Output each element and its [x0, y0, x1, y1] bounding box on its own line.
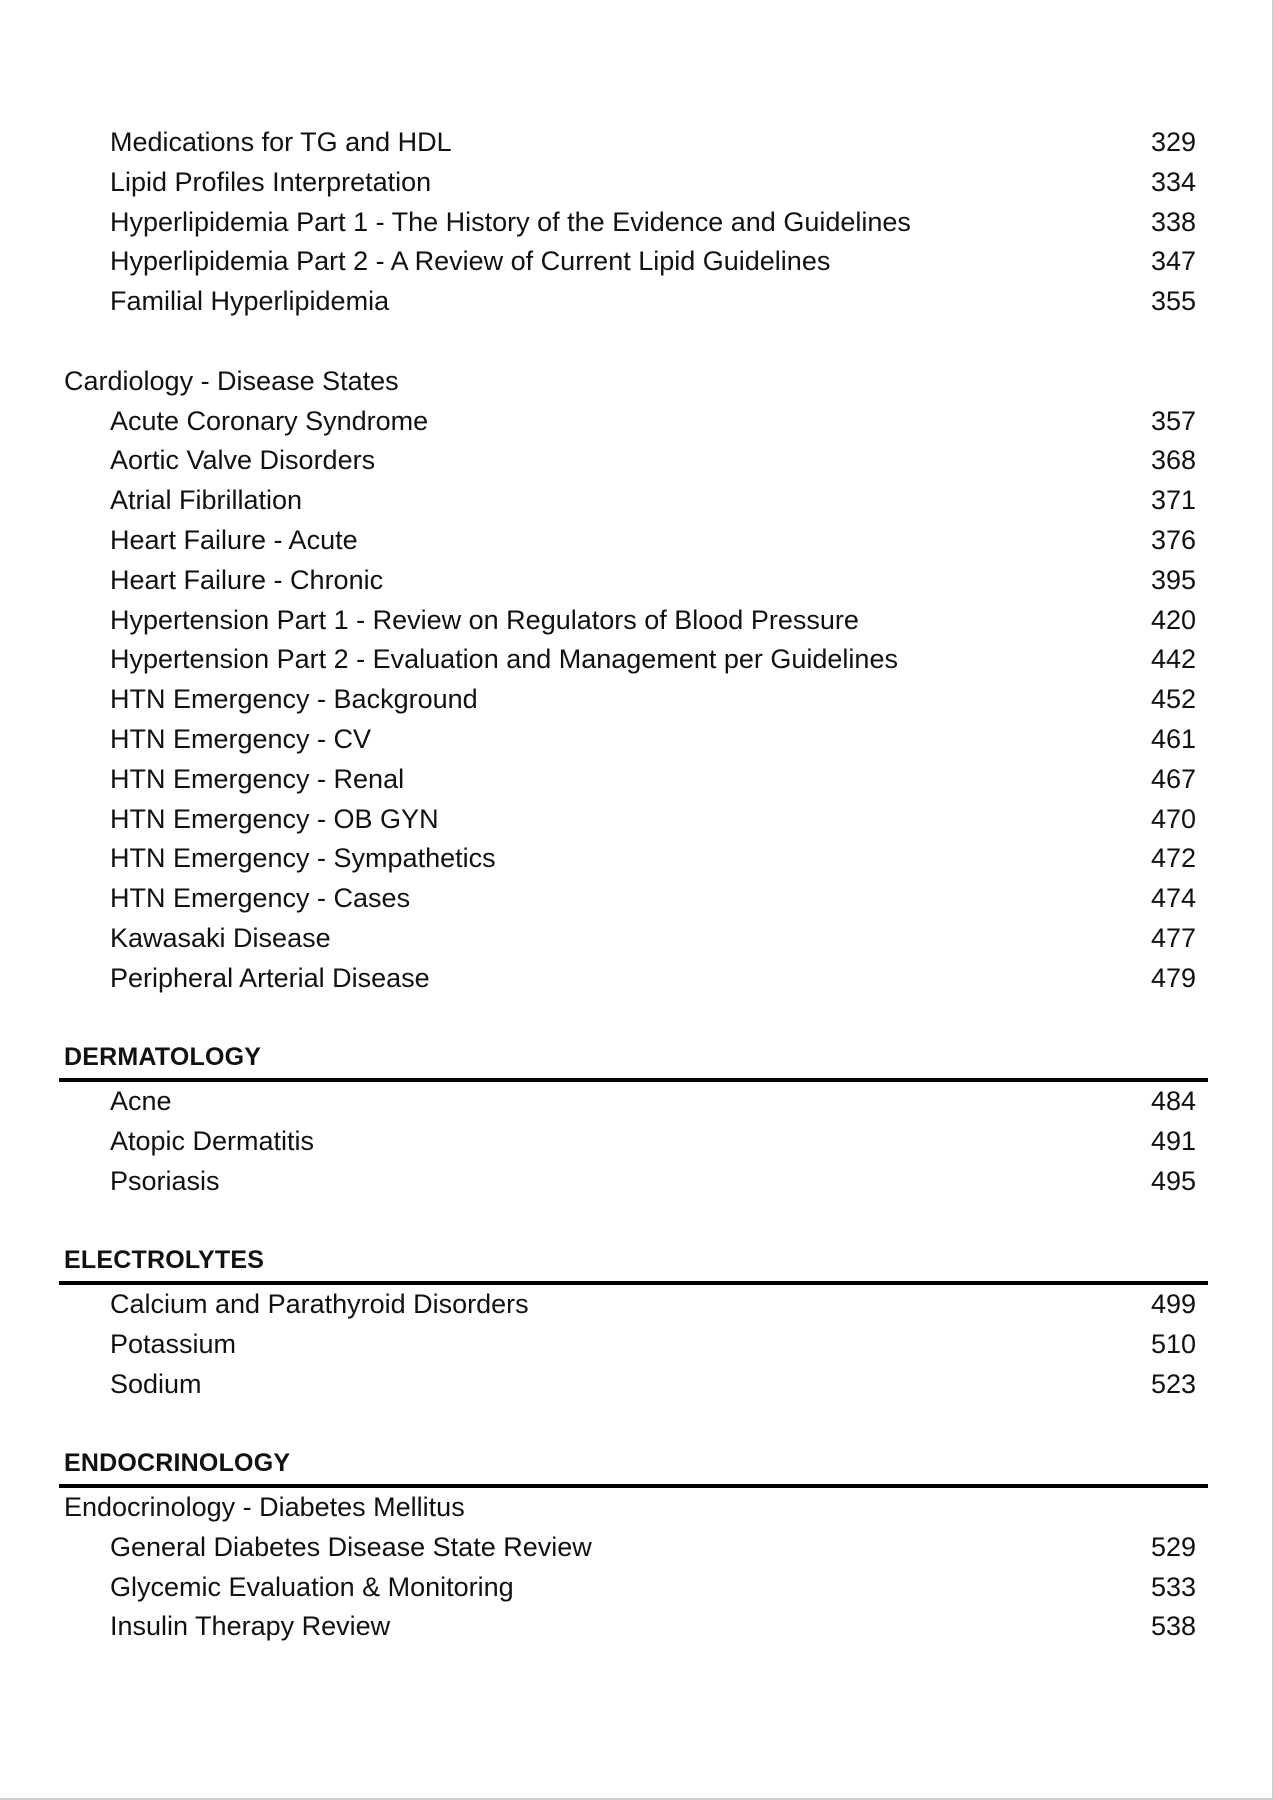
toc-entry-title: Peripheral Arterial Disease: [110, 962, 430, 993]
section-heading-label: ELECTROLYTES: [64, 1246, 265, 1275]
toc-entry-page: 523: [1150, 1368, 1196, 1399]
toc-entry[interactable]: [64, 123, 1208, 163]
toc-entry-page: 347: [1150, 246, 1196, 277]
toc-entry-page: 452: [1150, 684, 1196, 715]
toc-entry-page: 538: [1150, 1611, 1196, 1642]
toc-entry[interactable]: [64, 441, 1208, 481]
toc-entry-page: 371: [1150, 485, 1196, 516]
toc-entry[interactable]: [64, 481, 1208, 521]
toc-entry-page: 491: [1150, 1125, 1196, 1156]
spacer: [64, 322, 1208, 362]
toc-entry-title: HTN Emergency - Cases: [110, 883, 411, 914]
toc-entry[interactable]: [64, 1568, 1208, 1608]
toc-entry[interactable]: [64, 1365, 1208, 1405]
toc-entry-page: 368: [1150, 445, 1196, 476]
toc-entry-page: 484: [1150, 1086, 1196, 1117]
spacer: [64, 1405, 1208, 1445]
toc-entry-title: Familial Hyperlipidemia: [110, 286, 390, 317]
toc-entry-title: Hyperlipidemia Part 2 - A Review of Current Lipid Guidelines: [110, 246, 831, 277]
toc-entry-page: 395: [1150, 564, 1196, 595]
toc-entry[interactable]: [64, 1082, 1208, 1122]
toc-entry-title: Sodium: [110, 1368, 202, 1399]
toc-entry[interactable]: [64, 839, 1208, 879]
toc-entry-title: HTN Emergency - OB GYN: [110, 803, 439, 834]
toc-entry-title: Atopic Dermatitis: [110, 1125, 315, 1156]
toc-entry-title: Heart Failure - Chronic: [110, 564, 384, 595]
toc-entry-title: Acute Coronary Syndrome: [110, 405, 429, 436]
toc-entry-title: General Diabetes Disease State Review: [110, 1531, 592, 1562]
toc-entry[interactable]: [64, 1607, 1208, 1647]
toc-entry-title: HTN Emergency - Background: [110, 684, 478, 715]
toc-entry-page: 355: [1150, 286, 1196, 317]
toc-entry-title: HTN Emergency - Renal: [110, 763, 405, 794]
toc-entry-page: 461: [1150, 723, 1196, 754]
toc-entry-page: 329: [1150, 127, 1196, 157]
toc-entry[interactable]: [64, 203, 1208, 243]
toc-entry-page: 472: [1150, 843, 1196, 874]
toc-entry[interactable]: [64, 879, 1208, 919]
toc-entry[interactable]: [64, 521, 1208, 561]
toc-entry-page: 442: [1150, 644, 1196, 675]
toc-entry[interactable]: [64, 163, 1208, 203]
toc-entry-page: 510: [1150, 1328, 1196, 1359]
toc-entry-page: 420: [1150, 604, 1196, 635]
toc-entry-page: 477: [1150, 922, 1196, 953]
toc-entry[interactable]: [64, 561, 1208, 601]
toc-entry[interactable]: [64, 601, 1208, 641]
toc-entry[interactable]: [64, 760, 1208, 800]
toc-entry-title: Glycemic Evaluation & Monitoring: [110, 1571, 514, 1602]
toc-entry[interactable]: [64, 800, 1208, 840]
toc-entry[interactable]: [64, 959, 1208, 999]
toc-entry[interactable]: [64, 402, 1208, 442]
toc-entry-title: Kawasaki Disease: [110, 922, 331, 953]
section-heading-electrolytes: [59, 1241, 1208, 1285]
toc-entry-page: 334: [1150, 166, 1196, 197]
toc-subsection-title[interactable]: [64, 1488, 1208, 1528]
toc-subsection-title[interactable]: [64, 362, 1208, 402]
toc-entry[interactable]: [64, 640, 1208, 680]
toc-entry-title: HTN Emergency - Sympathetics: [110, 843, 496, 874]
toc-entry[interactable]: [64, 720, 1208, 760]
toc-entry-page: 338: [1150, 206, 1196, 237]
toc-entry-title: HTN Emergency - CV: [110, 723, 372, 754]
toc-entry-page: 467: [1150, 763, 1196, 794]
toc-entry[interactable]: [64, 242, 1208, 282]
toc-entry-page: 529: [1150, 1531, 1196, 1562]
toc-entry[interactable]: [64, 1285, 1208, 1325]
toc-entry-page: 470: [1150, 803, 1196, 834]
toc-entry-title: Acne: [110, 1086, 172, 1117]
toc-entry-title: Lipid Profiles Interpretation: [110, 166, 432, 197]
toc-entry[interactable]: [64, 1528, 1208, 1568]
toc-entry[interactable]: [64, 1162, 1208, 1202]
section-heading-dermatology: [59, 1038, 1208, 1082]
toc-entry-title: Hyperlipidemia Part 1 - The History of the Evidence and Guidelines: [110, 206, 911, 237]
toc-entry[interactable]: [64, 1122, 1208, 1162]
section-heading-label: ENDOCRINOLOGY: [64, 1449, 291, 1478]
toc-entry-title: Psoriasis: [110, 1165, 220, 1196]
toc-entry[interactable]: [64, 1325, 1208, 1365]
subsection-label: Endocrinology - Diabetes Mellitus: [64, 1492, 465, 1523]
toc-entry-title: Hypertension Part 2 - Evaluation and Management per Guidelines: [110, 644, 898, 675]
toc-entry-title: Potassium: [110, 1328, 237, 1359]
toc-entry-page: 499: [1150, 1289, 1196, 1320]
toc-entry-page: 376: [1150, 524, 1196, 555]
toc-entry-title: Heart Failure - Acute: [110, 524, 358, 555]
table-of-contents: [64, 123, 1208, 1647]
toc-entry-page: 474: [1150, 883, 1196, 914]
spacer: [64, 999, 1208, 1039]
section-heading-label: DERMATOLOGY: [64, 1043, 262, 1072]
toc-entry-title: Insulin Therapy Review: [110, 1611, 391, 1642]
toc-entry[interactable]: [64, 680, 1208, 720]
toc-entry-title: Hypertension Part 1 - Review on Regulators of Blood Pressure: [110, 604, 859, 635]
toc-entry-title: Atrial Fibrillation: [110, 485, 303, 516]
toc-entry-title: Medications for TG and HDL: [110, 127, 452, 157]
toc-entry-page: 533: [1150, 1571, 1196, 1602]
toc-entry-page: 479: [1150, 962, 1196, 993]
subsection-label: Cardiology - Disease States: [64, 365, 399, 396]
toc-entry[interactable]: [64, 919, 1208, 959]
spacer: [64, 1202, 1208, 1242]
toc-entry-page: 357: [1150, 405, 1196, 436]
toc-entry-title: Aortic Valve Disorders: [110, 445, 376, 476]
toc-entry-page: 495: [1150, 1165, 1196, 1196]
toc-entry[interactable]: [64, 282, 1208, 322]
section-heading-endocrinology: [59, 1444, 1208, 1488]
toc-entry-title: Calcium and Parathyroid Disorders: [110, 1289, 529, 1320]
